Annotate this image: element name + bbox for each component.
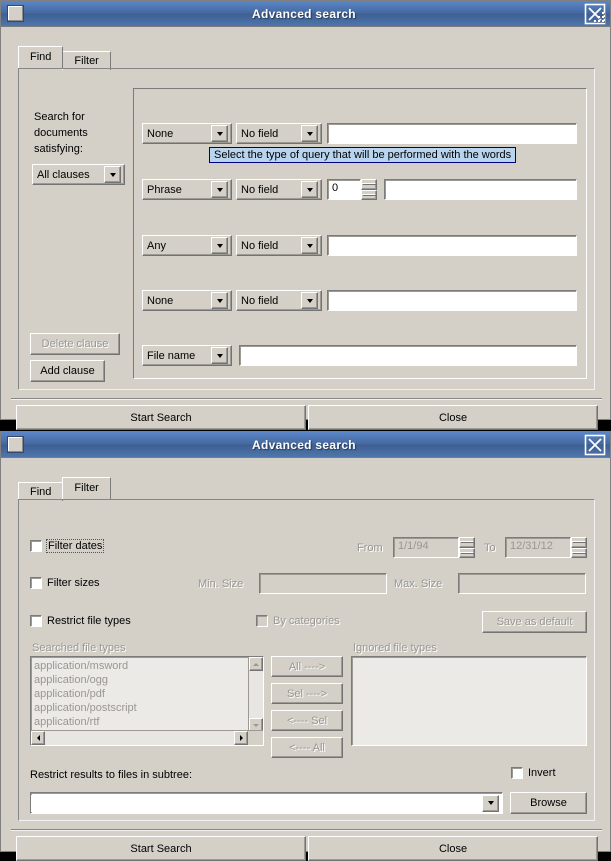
clause-field-combo-3[interactable] [236, 235, 322, 256]
clause-field-combo-1[interactable] [236, 123, 322, 144]
chevron-down-icon[interactable] [211, 181, 228, 198]
searched-file-types-listbox[interactable] [30, 656, 264, 746]
stepper-up-icon[interactable] [459, 537, 475, 548]
clause-proximity-value-2[interactable]: 0 [327, 179, 361, 200]
scrollbar-corner [248, 731, 263, 745]
chevron-down-icon[interactable] [211, 292, 228, 309]
max-size-input[interactable] [458, 573, 586, 594]
restrict-file-types-label: Restrict file types [47, 615, 131, 627]
chevron-down-icon[interactable] [482, 795, 499, 812]
browse-button[interactable]: Browse [510, 792, 587, 814]
from-date-value[interactable]: 1/1/94 [393, 537, 459, 558]
query-type-tooltip: Select the type of query that will be performed with the words [209, 147, 516, 163]
restrict-file-types-checkbox[interactable] [30, 615, 42, 627]
by-categories-label: By categories [273, 615, 340, 627]
clause-type-combo-3[interactable] [142, 235, 232, 256]
max-size-label: Max. Size [394, 578, 443, 590]
scroll-left-icon[interactable] [31, 731, 45, 745]
chevron-down-icon[interactable] [301, 237, 318, 254]
all-clauses-combo[interactable] [32, 164, 125, 185]
clause-text-input-3[interactable] [327, 235, 577, 256]
from-date-stepper[interactable] [393, 537, 475, 558]
advanced-search-window-find [0, 0, 611, 424]
stepper-down-icon[interactable] [459, 548, 475, 559]
start-search-button[interactable]: Start Search [16, 836, 306, 861]
titlebar-filter [1, 432, 610, 458]
chevron-down-icon[interactable] [104, 166, 121, 183]
list-item[interactable]: application/msword [34, 660, 129, 672]
chevron-down-icon[interactable] [301, 181, 318, 198]
filter-dates-checkbox-row[interactable] [30, 539, 104, 553]
close-button[interactable]: Close [308, 836, 598, 861]
to-date-stepper[interactable] [505, 537, 587, 558]
invert-checkbox[interactable] [511, 767, 523, 779]
clause-type-combo-5[interactable] [142, 345, 232, 366]
add-clause-button[interactable]: Add clause [30, 360, 105, 382]
invert-checkbox-row[interactable] [511, 767, 556, 779]
subtree-combo[interactable] [30, 792, 503, 814]
window-title: Advanced search [252, 6, 356, 21]
list-item[interactable]: application/ogg [34, 674, 109, 686]
divider [11, 829, 602, 831]
tab-filter[interactable]: Filter [62, 477, 110, 499]
window-icon[interactable] [7, 436, 24, 453]
start-search-button[interactable]: Start Search [16, 405, 306, 430]
subtree-input[interactable] [31, 795, 482, 812]
resize-grip[interactable] [594, 12, 606, 24]
move-all-left-button[interactable]: <---- All [271, 737, 343, 758]
move-all-right-button[interactable]: All ----> [271, 656, 343, 677]
clause-text-input-5[interactable] [239, 345, 577, 366]
tabstrip-filter [18, 477, 110, 499]
stepper-up-icon[interactable] [571, 537, 587, 548]
stepper-down-icon[interactable] [571, 548, 587, 559]
clause-type-combo-4[interactable] [142, 290, 232, 311]
clause-proximity-stepper-2[interactable] [327, 179, 377, 200]
clause-type-combo-2[interactable] [142, 179, 232, 200]
divider [11, 398, 602, 400]
restrict-file-types-checkbox-row[interactable] [30, 615, 131, 627]
by-categories-checkbox-row[interactable] [256, 615, 340, 627]
clause-type-value-4: None [147, 294, 174, 307]
scroll-up-icon[interactable] [249, 657, 263, 671]
titlebar-find [1, 1, 610, 27]
filter-dates-label: Filter dates [48, 540, 103, 552]
filter-dates-checkbox[interactable] [30, 540, 42, 552]
scrollbar-track[interactable] [45, 731, 234, 745]
clause-text-input-2[interactable] [384, 179, 577, 200]
clause-type-value-2: Phrase [147, 183, 182, 196]
subtree-label: Restrict results to files in subtree: [30, 769, 193, 781]
horizontal-scrollbar[interactable] [31, 730, 263, 745]
stepper-down-icon[interactable] [361, 190, 377, 201]
chevron-down-icon[interactable] [211, 125, 228, 142]
clause-text-input-1[interactable] [327, 123, 577, 144]
chevron-down-icon[interactable] [301, 125, 318, 142]
clause-type-combo-1[interactable] [142, 123, 232, 144]
stepper-up-icon[interactable] [361, 179, 377, 190]
tab-find[interactable]: Find [18, 482, 63, 501]
tab-find[interactable]: Find [18, 46, 63, 68]
window-title: Advanced search [252, 437, 356, 452]
list-item[interactable]: application/postscript [34, 702, 137, 714]
filter-sizes-checkbox-row[interactable] [30, 577, 100, 589]
chevron-down-icon[interactable] [211, 237, 228, 254]
clause-field-value-1: No field [241, 127, 279, 140]
scrollbar-track[interactable] [249, 671, 263, 718]
clause-field-value-2: No field [241, 183, 279, 196]
list-item[interactable]: application/pdf [34, 688, 105, 700]
window-icon[interactable] [7, 5, 24, 22]
clause-field-combo-2[interactable] [236, 179, 322, 200]
search-for-label: Search for documents satisfying: [34, 111, 88, 155]
filter-sizes-checkbox[interactable] [30, 577, 42, 589]
clause-field-value-3: No field [241, 239, 279, 252]
min-size-input[interactable] [259, 573, 387, 594]
delete-clause-button[interactable]: Delete clause [30, 333, 120, 355]
list-item[interactable]: application/rtf [34, 716, 100, 728]
to-label: To [484, 542, 496, 554]
from-label: From [357, 542, 383, 554]
stepper-buttons [571, 537, 587, 558]
clause-type-value-1: None [147, 127, 174, 140]
close-icon[interactable] [584, 434, 606, 456]
min-size-label: Min. Size [198, 578, 244, 590]
searched-file-types-label: Searched file types [32, 642, 126, 654]
tabstrip-find [18, 46, 110, 68]
by-categories-checkbox[interactable] [256, 615, 268, 627]
move-sel-left-button[interactable]: <---- Sel [271, 710, 343, 731]
close-button[interactable]: Close [308, 405, 598, 430]
ignored-file-types-label: Ignored file types [353, 642, 437, 654]
clause-type-value-3: Any [147, 239, 166, 252]
to-date-value[interactable]: 12/31/12 [505, 537, 571, 558]
advanced-search-window-filter [0, 431, 611, 855]
stepper-buttons [361, 179, 377, 200]
clause-field-combo-4[interactable] [236, 290, 322, 311]
move-sel-right-button[interactable]: Sel ----> [271, 683, 343, 704]
save-as-default-button[interactable]: Save as default [482, 611, 587, 633]
clause-type-value-5: File name [147, 349, 196, 362]
stepper-buttons [459, 537, 475, 558]
clause-field-value-4: No field [241, 294, 279, 307]
all-clauses-combo-value: All clauses [37, 168, 90, 181]
chevron-down-icon[interactable] [301, 292, 318, 309]
chevron-down-icon[interactable] [211, 347, 228, 364]
filter-sizes-label: Filter sizes [47, 577, 100, 589]
vertical-scrollbar[interactable] [248, 657, 263, 732]
ignored-file-types-listbox[interactable] [351, 656, 587, 746]
scroll-right-icon[interactable] [234, 731, 248, 745]
clause-text-input-4[interactable] [327, 290, 577, 311]
invert-label: Invert [528, 767, 556, 779]
tab-filter[interactable]: Filter [62, 51, 110, 70]
